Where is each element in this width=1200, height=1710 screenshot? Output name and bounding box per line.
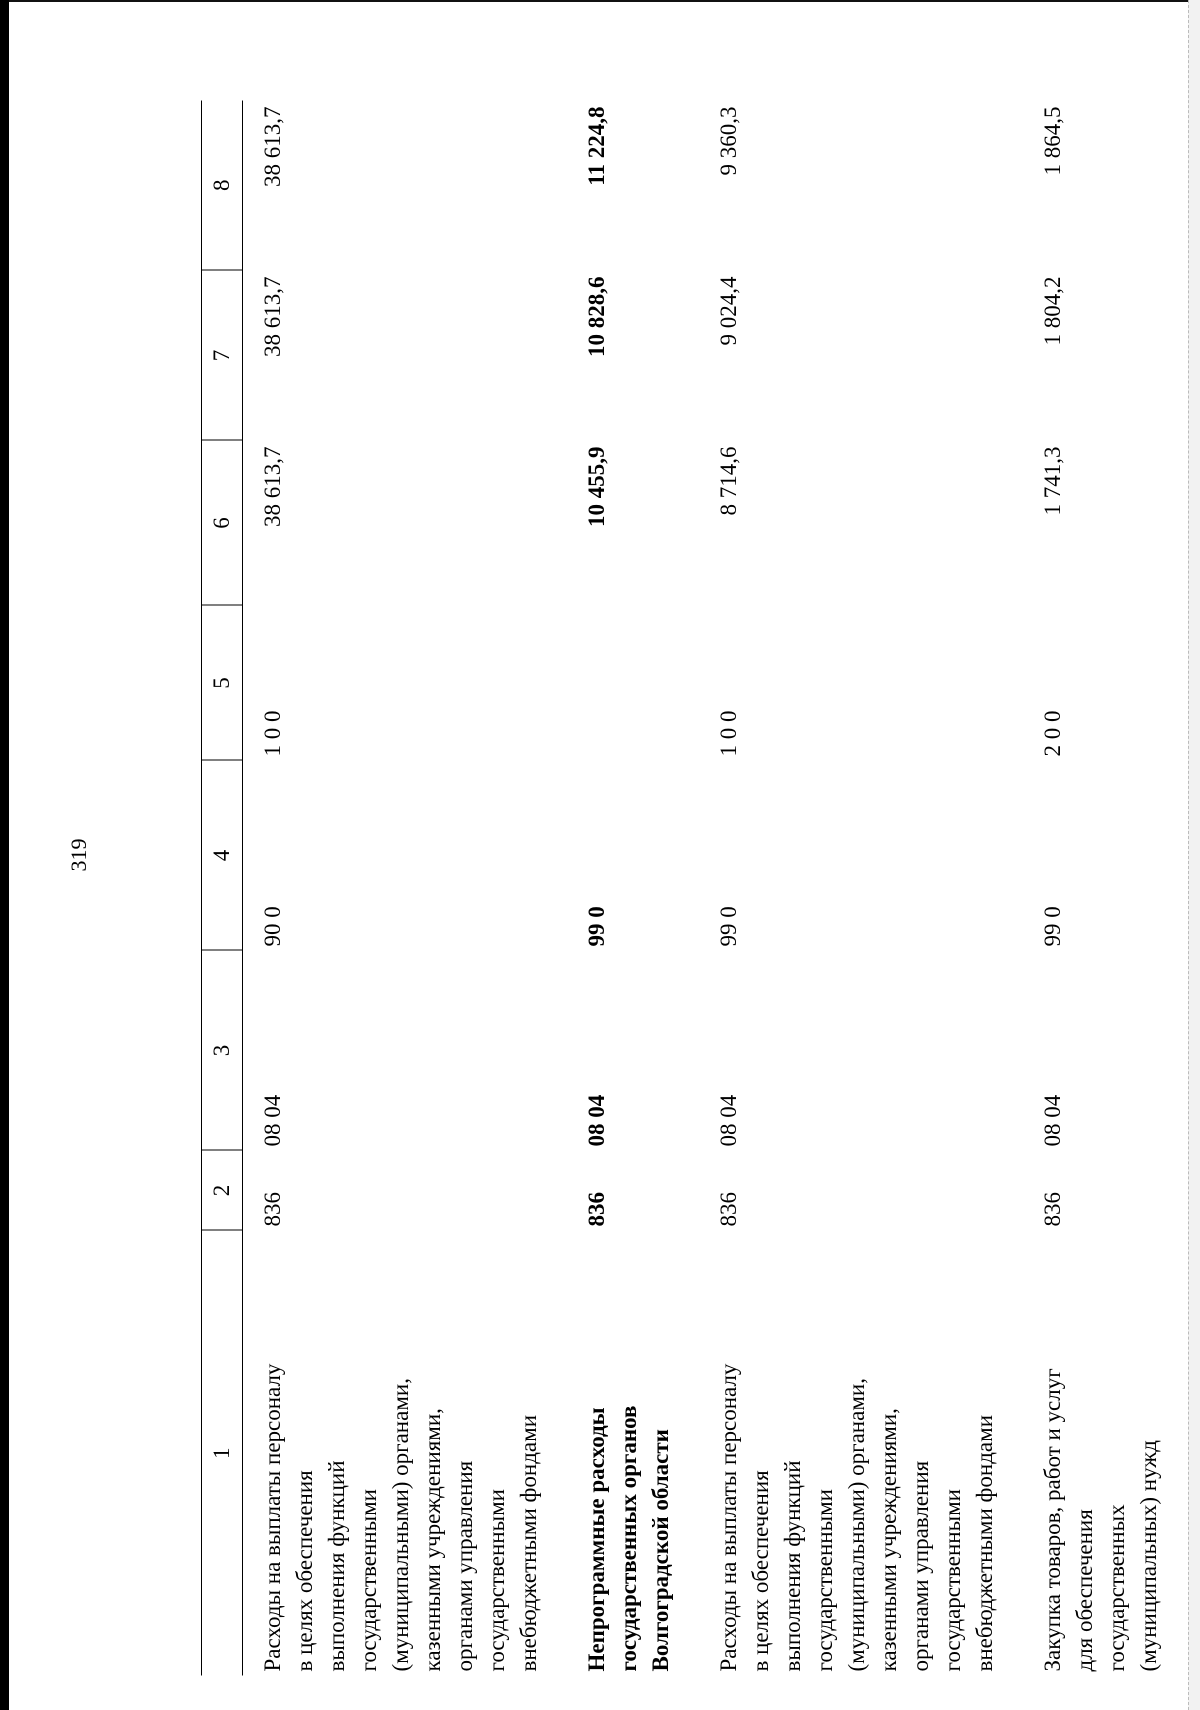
- expense-type-cell: 1 0 0: [260, 710, 285, 757]
- section-code-cell: 08 04: [260, 1094, 285, 1147]
- row-name-line: выполнения функций: [324, 1460, 349, 1672]
- amount-col6-cell: 8 714,6: [716, 446, 741, 516]
- expense-type-cell: 1 0 0: [716, 710, 741, 757]
- amount-col8-cell: 9 360,3: [716, 106, 741, 176]
- row-name-cell: [1023, 1231, 1187, 1676]
- row-name-line: (муниципальными) органами,: [388, 1378, 413, 1672]
- amount-col7-cell: 9 024,4: [716, 276, 741, 346]
- row-name-line: государственных: [1104, 1504, 1129, 1672]
- target-article-cell: 99 0: [1040, 906, 1065, 947]
- scan-edge-right: [1188, 0, 1200, 1710]
- table-row: [567, 101, 699, 1676]
- row-name-cell: [699, 1231, 1023, 1676]
- budget-table-rotated: [201, 101, 1161, 1676]
- header-col-8: 8: [202, 101, 243, 271]
- row-name-line: государственными: [940, 1489, 965, 1672]
- amount-col8-cell: 1 864,5: [1040, 106, 1065, 176]
- ministry-code-cell: 836: [1040, 1192, 1065, 1227]
- row-name-line: в целях обеспечения: [748, 1470, 773, 1672]
- row-name-line: органами управления: [452, 1460, 477, 1672]
- row-name-line: Закупка товаров, работ и услуг: [1040, 1368, 1065, 1672]
- row-name-line: для обеспечения: [1072, 1509, 1097, 1672]
- row-name-line: государственными: [484, 1489, 509, 1672]
- target-article-cell: 99 0: [584, 906, 609, 947]
- amount-col6-cell: 1 741,3: [1040, 446, 1065, 516]
- amount-col7-cell: 10 828,6: [584, 276, 609, 357]
- row-name-line: в целях обеспечения: [292, 1470, 317, 1672]
- target-article-cell: 99 0: [716, 906, 741, 947]
- amount-col6-cell: 10 455,9: [584, 446, 609, 527]
- target-article-cell: 90 0: [260, 906, 285, 947]
- section-code-cell: 08 04: [716, 1094, 741, 1147]
- row-name-line: внебюджетными фондами: [516, 1414, 541, 1672]
- row-name-line: Волгоградской области: [648, 1429, 673, 1672]
- expense-type-cell: [567, 606, 699, 761]
- section-code-cell: 08 04: [1040, 1094, 1065, 1147]
- row-name-cell: [243, 1231, 568, 1676]
- table-row: [1023, 101, 1187, 1676]
- scan-edge-top: [0, 0, 1200, 2]
- header-col-4: 4: [202, 761, 243, 951]
- header-col-5: 5: [202, 606, 243, 761]
- page-number: 319: [66, 838, 91, 872]
- amount-col7-cell: 38 613,7: [260, 276, 285, 357]
- table-row: [699, 101, 1023, 1676]
- row-name-line: (муниципальными) органами,: [844, 1378, 869, 1672]
- row-name-line: (муниципальных) нужд: [1136, 1440, 1161, 1672]
- header-col-6: 6: [202, 441, 243, 606]
- amount-col8-cell: 11 224,8: [584, 106, 609, 186]
- section-code-cell: 08 04: [584, 1094, 609, 1147]
- row-name-line: Непрограммные расходы: [584, 1407, 609, 1672]
- row-name-line: государственными: [812, 1489, 837, 1672]
- ministry-code-cell: 836: [716, 1192, 741, 1227]
- table-row: [243, 101, 568, 1676]
- amount-col8-cell: 38 613,7: [260, 106, 285, 187]
- amount-col7-cell: 1 804,2: [1040, 276, 1065, 346]
- row-name-line: казенными учреждениями,: [876, 1408, 901, 1672]
- row-name-line: внебюджетными фондами: [972, 1414, 997, 1672]
- amount-col6-cell: 38 613,7: [260, 446, 285, 527]
- row-name-cell: [567, 1231, 699, 1676]
- row-name-line: органами управления: [908, 1460, 933, 1672]
- header-row: [202, 101, 243, 1676]
- expense-type-cell: 2 0 0: [1040, 710, 1065, 757]
- ministry-code-cell: 836: [584, 1192, 609, 1227]
- ministry-code-cell: 836: [260, 1192, 285, 1227]
- header-col-7: 7: [202, 271, 243, 441]
- header-col-3: 3: [202, 951, 243, 1151]
- row-name-line: Расходы на выплаты персоналу: [260, 1363, 285, 1672]
- table-body: [243, 101, 1188, 1676]
- scan-edge-left: [0, 0, 9, 1710]
- row-name-line: Расходы на выплаты персоналу: [716, 1363, 741, 1672]
- row-name-line: казенными учреждениями,: [420, 1408, 445, 1672]
- row-name-line: государственных органов: [616, 1405, 641, 1672]
- header-col-1: 1: [202, 1231, 243, 1676]
- row-name-line: выполнения функций: [780, 1460, 805, 1672]
- budget-table: [201, 101, 1187, 1676]
- row-name-line: государственными: [356, 1489, 381, 1672]
- header-col-2: 2: [202, 1151, 243, 1231]
